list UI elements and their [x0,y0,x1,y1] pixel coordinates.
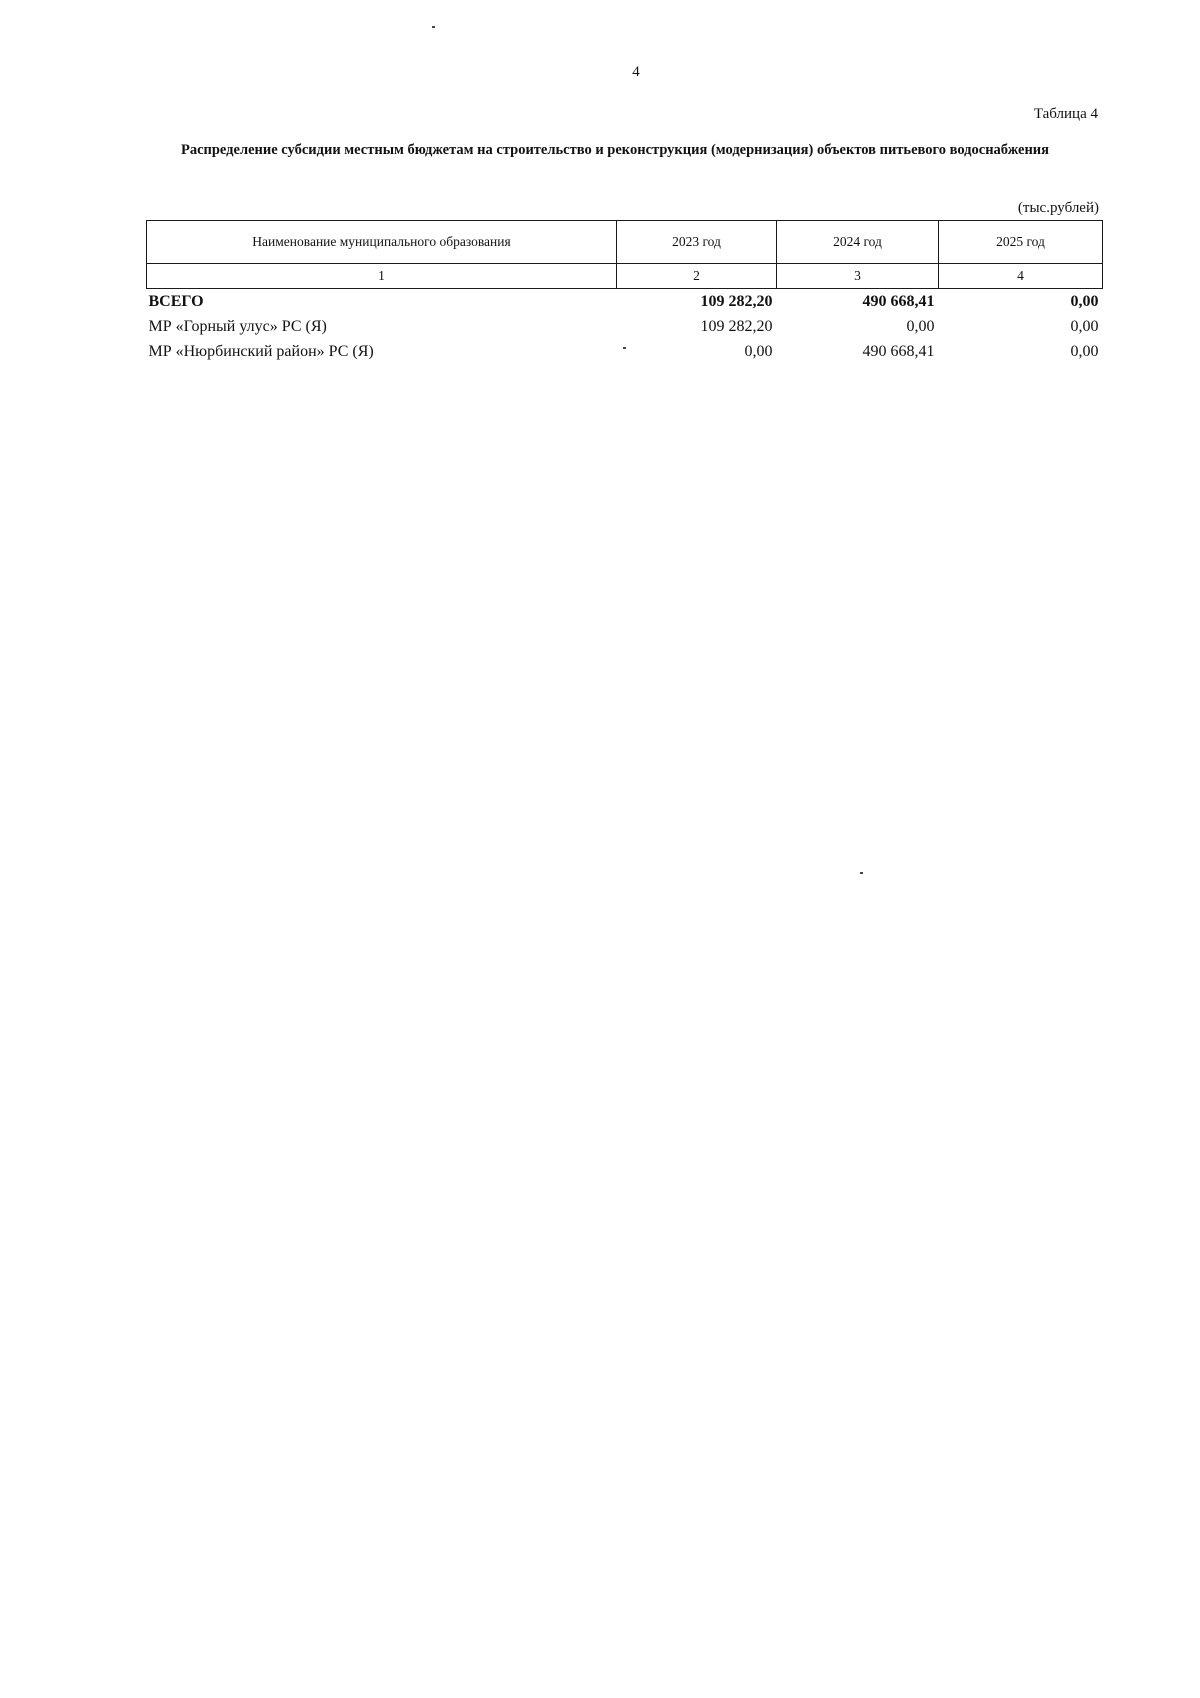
subsidy-table-container [146,220,1102,364]
cell-2025: 0,00 [1070,342,1099,360]
subsidy-table [146,220,1103,364]
row-name: ВСЕГО [148,292,204,310]
cell-2023: 0,00 [744,342,773,360]
column-number-row [147,264,1103,289]
header-2024: 2024 год [777,221,939,264]
table-row [147,314,1103,339]
column-number: 1 [147,264,617,289]
scan-speck [860,872,863,874]
scan-speck [432,26,435,28]
cell-2025: 0,00 [1070,317,1099,335]
table-label: Таблица 4 [1033,106,1098,122]
cell-2024: 490 668,41 [862,342,935,360]
cell-2024: 490 668,41 [862,292,935,310]
row-name: МР «Горный улус» РС (Я) [148,317,327,335]
header-municipality: Наименование муниципального образования [147,221,617,264]
header-2023: 2023 год [617,221,777,264]
cell-2023: 109 282,20 [700,292,773,310]
table-header-row [147,221,1103,264]
column-number: 2 [617,264,777,289]
column-number: 3 [777,264,939,289]
document-title: Распределение субсидии местным бюджетам на строительство и реконструкция (модернизация) объектов питьевого водоснабжения [180,142,1050,158]
scan-speck [623,347,626,349]
table-row-total [147,289,1103,315]
header-2025: 2025 год [939,221,1103,264]
page-number: 4 [632,64,640,80]
cell-2025: 0,00 [1070,292,1099,310]
row-name: МР «Нюрбинский район» РС (Я) [148,342,374,360]
cell-2023: 109 282,20 [700,317,773,335]
column-number: 4 [939,264,1103,289]
table-row [147,339,1103,364]
units-label: (тыс.рублей) [1017,200,1099,216]
cell-2024: 0,00 [906,317,935,335]
